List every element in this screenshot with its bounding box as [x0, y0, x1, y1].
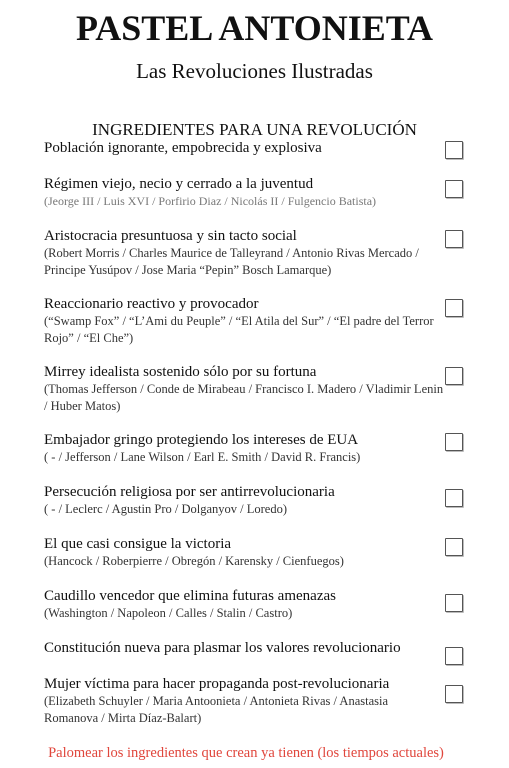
- checkbox[interactable]: [445, 230, 463, 248]
- page-subtitle: Las Revoluciones Ilustradas: [136, 59, 373, 83]
- list-item: [44, 536, 444, 570]
- checkbox[interactable]: [445, 367, 463, 385]
- list-item: [44, 588, 444, 622]
- item-title: Caudillo vencedor que elimina futuras amenazas: [44, 588, 336, 604]
- item-title: Mirrey idealista sostenido sólo por su fortuna: [44, 364, 317, 380]
- page-title: PASTEL ANTONIETA: [75, 8, 434, 48]
- item-examples: ( - / Jefferson / Lane Wilson / Earl E. Smith / David R. Francis): [44, 450, 361, 464]
- item-examples: (Washington / Napoleon / Calles / Stalin / Castro): [44, 606, 293, 620]
- item-examples: (“Swamp Fox” / “L’Ami du Peuple” / “El Atila del Sur” / “El padre del Terror Rojo” / “El Che”): [44, 314, 434, 345]
- checkbox[interactable]: [445, 538, 463, 556]
- item-examples: (Thomas Jefferson / Conde de Mirabeau / Francisco I. Madero / Vladimir Lenin / Huber Matos): [44, 382, 444, 413]
- item-title: Mujer víctima para hacer propaganda post-revolucionaria: [44, 676, 390, 692]
- item-examples: ( - / Leclerc / Agustin Pro / Dolganyov / Loredo): [44, 502, 287, 516]
- checkbox[interactable]: [445, 180, 463, 198]
- list-item: [44, 432, 444, 466]
- item-examples: (Elizabeth Schuyler / Maria Antoonieta / Antonieta Rivas / Anastasia Romanova / Mirta Díaz-Balart): [44, 694, 389, 725]
- section-title: INGREDIENTES PARA UNA REVOLUCIÓN: [92, 120, 417, 139]
- list-item: [44, 140, 444, 157]
- item-title: Constitución nueva para plasmar los valores revolucionario: [44, 640, 401, 656]
- checkbox[interactable]: [445, 685, 463, 703]
- item-examples: (Hancock / Roberpierre / Obregón / Karensky / Cienfuegos): [44, 554, 344, 568]
- item-title: Población ignorante, empobrecida y explosiva: [44, 140, 322, 156]
- item-title: Aristocracia presuntuosa y sin tacto social: [44, 228, 297, 244]
- checkbox[interactable]: [445, 594, 463, 612]
- checkbox[interactable]: [445, 647, 463, 665]
- list-item: [44, 484, 444, 518]
- item-title: Régimen viejo, necio y cerrado a la juventud: [44, 176, 314, 192]
- list-item: [44, 176, 444, 210]
- list-item: [44, 640, 444, 657]
- item-title: Reaccionario reactivo y provocador: [44, 296, 259, 312]
- list-item: [44, 676, 444, 727]
- list-item: [44, 364, 444, 415]
- checkbox[interactable]: [445, 433, 463, 451]
- item-examples: (Jeorge III / Luis XVI / Porfirio Diaz / Nicolás II / Fulgencio Batista): [44, 194, 377, 208]
- list-item: [44, 296, 444, 347]
- checkbox[interactable]: [445, 299, 463, 317]
- footer-instructions: Palomear los ingredientes que crean ya tienen (los tiempos actuales): [48, 745, 444, 761]
- item-title: El que casi consigue la victoria: [44, 536, 232, 552]
- checkbox[interactable]: [445, 141, 463, 159]
- item-title: Persecución religiosa por ser antirrevolucionaria: [44, 484, 335, 500]
- item-title: Embajador gringo protegiendo los intereses de EUA: [44, 432, 359, 448]
- list-item: [44, 228, 444, 279]
- checkbox[interactable]: [445, 489, 463, 507]
- item-examples: (Robert Morris / Charles Maurice de Talleyrand / Antonio Rivas Mercado / Principe Yusúpov / Jose Maria “Pepin” Bosch Lamarque): [44, 246, 419, 277]
